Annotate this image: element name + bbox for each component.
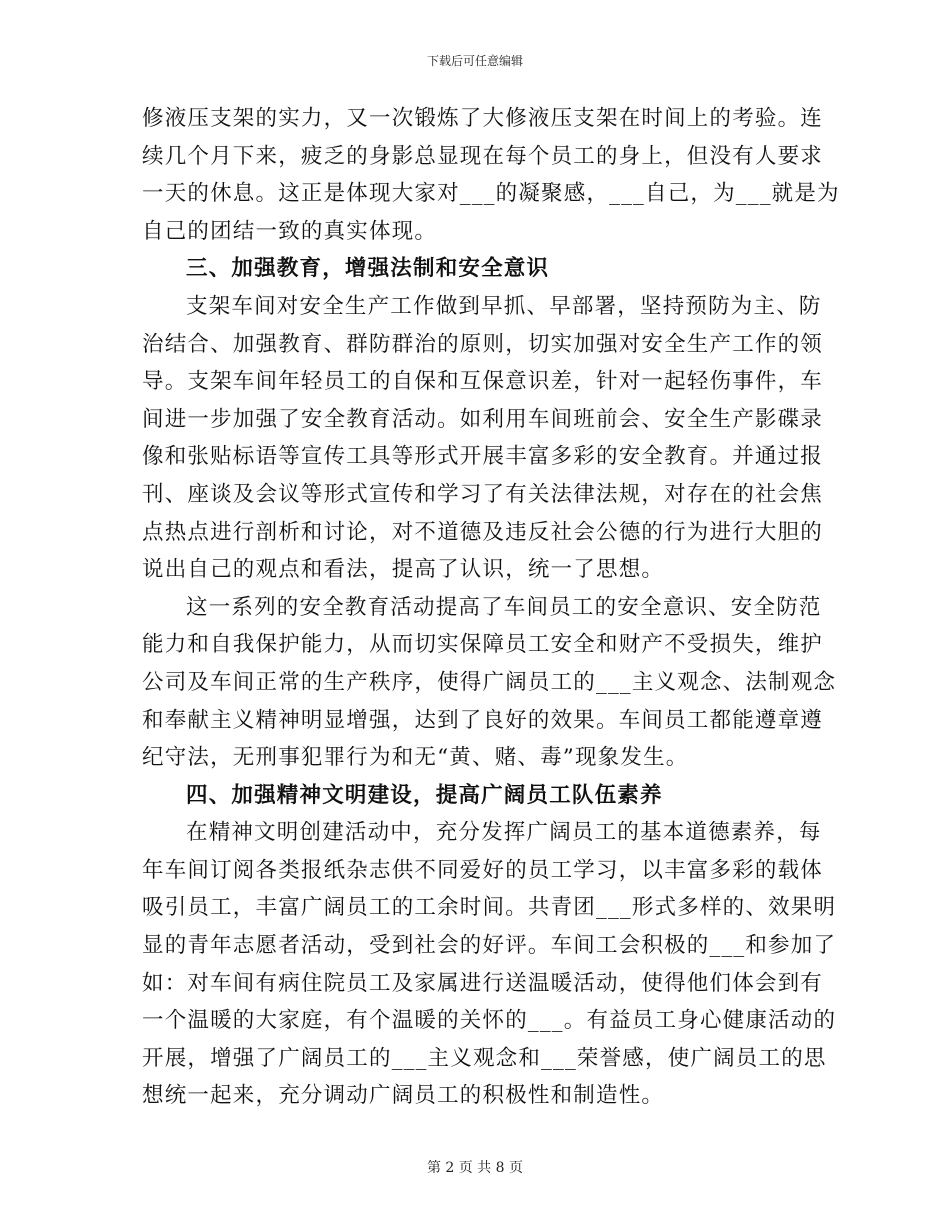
- paragraph-line: 间进一步加强了安全教育活动。如利用车间班前会、安全生产影碟录: [142, 406, 824, 432]
- paragraph-line: 显的青年志愿者活动，受到社会的好评。车间工会积极的___和参加了: [142, 933, 837, 959]
- paragraph-line: 修液压支架的实力，又一次锻炼了大修液压支架在时间上的考验。连: [142, 106, 824, 131]
- page-footer: 第 2 页 共 8 页: [426, 1160, 524, 1176]
- paragraph-line: 开展，增强了广阔员工的___主义观念和___荣誉感，使广阔员工的思: [142, 1045, 827, 1071]
- paragraph-line: 刊、座谈及会议等形式宣传和学习了有关法律法规，对存在的社会焦: [142, 481, 824, 507]
- paragraph-line: 公司及车间正常的生产秩序，使得广阔员工的___主义观念、法制观念: [142, 669, 837, 695]
- paragraph-line: 能力和自我保护能力，从而切实保障员工安全和财产不受损失，维护: [142, 632, 824, 658]
- paragraph-line: 说出自己的观点和看法，提高了认识，统一了思想。: [142, 557, 665, 583]
- paragraph-line: 年车间订阅各类报纸杂志供不同爱好的员工学习，以丰富多彩的载体: [142, 857, 824, 883]
- paragraph-line: 治结合、加强教育、群防群治的原则，切实加强对安全生产工作的领: [142, 331, 824, 357]
- page-header: 下载后可任意编辑: [426, 54, 523, 68]
- paragraph-line: 纪守法，无刑事犯罪行为和无“黄、赌、毒”现象发生。: [142, 745, 689, 771]
- paragraph-line: 支架车间对安全生产工作做到早抓、早部署，坚持预防为主、防: [186, 293, 822, 319]
- paragraph-line: 一天的休息。这正是体现大家对___的凝聚感，___自己，为___就是为: [142, 181, 840, 207]
- paragraph-line: 点热点进行剖析和讨论，对不道德及违反社会公德的行为进行大胆的: [142, 519, 824, 545]
- paragraph-line: 和奉献主义精神明显增强，达到了良好的效果。车间员工都能遵章遵: [142, 707, 824, 733]
- paragraph-line: 如：对车间有病住院员工及家属进行送温暖活动，使得他们体会到有: [142, 970, 824, 996]
- paragraph-line: 想统一起来，充分调动广阔员工的积极性和制造性。: [142, 1083, 665, 1109]
- paragraph-line: 自己的团结一致的真实体现。: [142, 218, 438, 244]
- section-heading-4: 四、加强精神文明建设，提高广阔员工队伍素养: [186, 782, 663, 808]
- paragraph-line: 吸引员工，丰富广阔员工的工余时间。共青团___形式多样的、效果明: [142, 895, 837, 921]
- paragraph-line: 续几个月下来，疲乏的身影总显现在每个员工的身上，但没有人要求: [142, 143, 824, 169]
- paragraph-line: 像和张贴标语等宣传工具等形式开展丰富多彩的安全教育。并通过报: [142, 444, 824, 470]
- paragraph-line: 在精神文明创建活动中，充分发挥广阔员工的基本道德素养，每: [186, 820, 822, 846]
- paragraph-line: 一个温暖的大家庭，有个温暖的关怀的___。有益员工身心健康活动的: [142, 1008, 837, 1034]
- paragraph-line: 导。支架车间年轻员工的自保和互保意识差，针对一起轻伤事件，车: [142, 369, 824, 395]
- paragraph-line: 这一系列的安全教育活动提高了车间员工的安全意识、安全防范: [186, 594, 822, 620]
- section-heading-3: 三、加强教育，增强法制和安全意识: [186, 256, 550, 282]
- document-body: [142, 100, 840, 1115]
